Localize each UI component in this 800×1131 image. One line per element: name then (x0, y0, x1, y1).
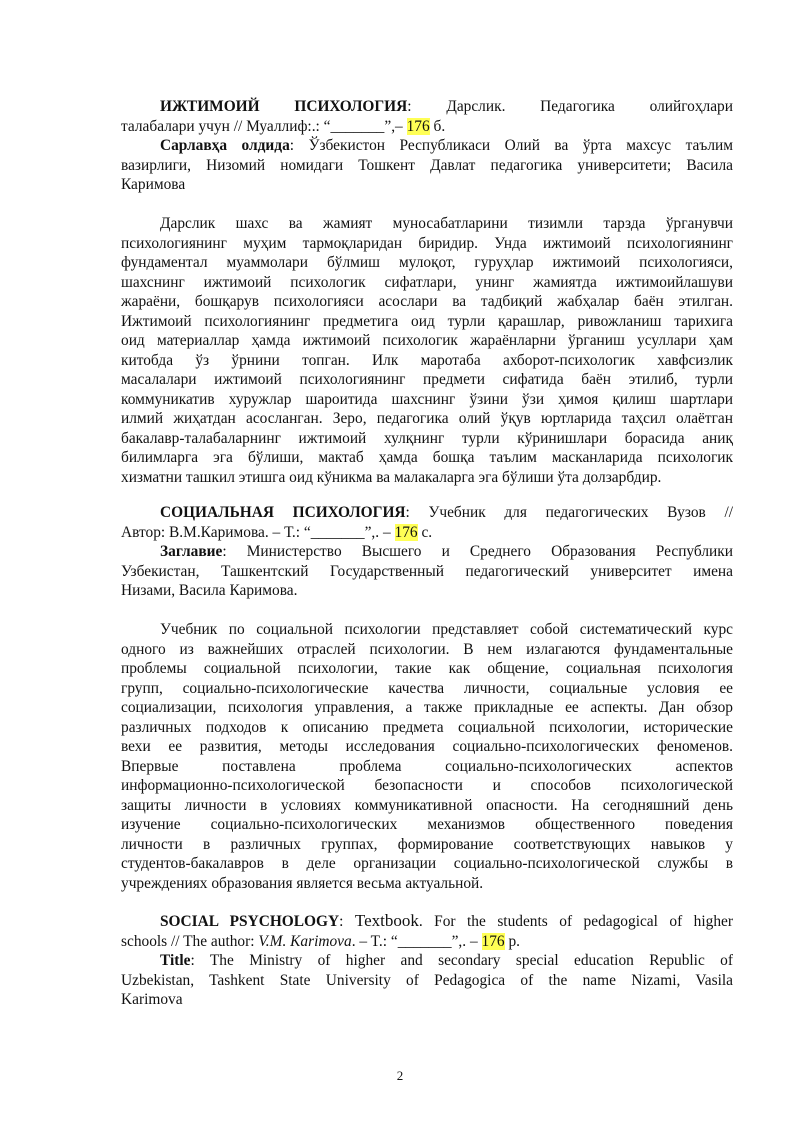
uz-abstract-line: бакалавр-талабаларнинг ижтимоий хулқнинг турли кўринишлари борасида аниқ (121, 429, 733, 447)
en-heading-label: Title (160, 952, 191, 969)
uz-abstract-line: масалалари ижтимоий психологиянинг предмети сифатида баён этилиб, турли (121, 371, 733, 388)
uz-heading-line: Сарлавҳа олдида: Ўзбекистон Республикаси Олий ва ўрта махсус таълим (160, 137, 733, 154)
en-publication-line: schools // The author: V.M. Karimova. – T.: “_______”,. – 176 p. (121, 932, 520, 950)
uz-abstract-line: коммуникатив хуружлар шароитида шахснинг ўзини ўзи ҳимоя қилиш шартлари (121, 390, 733, 408)
uz-heading-line-2: вазирлиги, Низомий номидаги Тошкент Давлат педагогика университети; Васила (121, 156, 733, 174)
ru-abstract-line: Учебник по социальной психологии представляет собой систематический курс (160, 621, 733, 638)
ru-bibliography (121, 503, 733, 601)
ru-abstract-line: информационно-психологической безопасности и способов психологической (121, 777, 733, 794)
uz-bibliography (121, 97, 733, 195)
uz-abstract-line: жараёни, бошқарув психологияси асослари ва тадбиқий жабҳалар баён этилган. (121, 293, 733, 310)
ru-abstract-line: одного из важнейших отраслей психологии. В нем излагаются фундаментальные (121, 640, 733, 658)
uz-abstract-line: илмий жиҳатдан асосланган. Зеро, педагогика олий ўқув юртларида таҳсил олаётган (121, 410, 733, 427)
ru-heading-line-2: Узбекистан, Ташкентский Государственный педагогический университет имена (121, 562, 733, 580)
uz-abstract-line: билимларга эга бўлиши, мактаб ҳамда бошқа таълим масканларида психологик (121, 449, 733, 466)
uz-heading-label: Сарлавҳа олдида (160, 137, 290, 154)
en-book-title: SOCIAL PSYCHOLOGY (160, 913, 340, 930)
en-title-line: SOCIAL PSYCHOLOGY: Textbook. For the students of pedagogical of higher (160, 911, 734, 930)
en-page-count: 176 (481, 932, 505, 950)
page-number: 2 (396, 1068, 404, 1083)
ru-heading-label: Заглавие (160, 543, 223, 560)
ru-heading-line-3: Низами, Васила Каримова. (121, 582, 298, 599)
uz-title-line: ИЖТИМОИЙ ПСИХОЛОГИЯ: Дарслик. Педагогика олийгоҳлари (160, 98, 733, 115)
ru-abstract-line: проблемы социальной психологии, такие как общение, социальная психология (121, 660, 733, 677)
en-heading-line-3: Karimova (121, 991, 183, 1008)
ru-abstract-line: защиты личности в условиях коммуникативной опасности. На сегодняшний день (121, 796, 733, 814)
en-author: V.M. Karimova (258, 932, 352, 950)
ru-abstract-line: учреждениях образования является весьма актуальной. (121, 874, 484, 892)
ru-abstract-line: групп, социально-психологические качества личности, социальные условия ее (121, 679, 733, 697)
uz-book-title: ИЖТИМОИЙ ПСИХОЛОГИЯ (160, 98, 408, 115)
uz-abstract-line: Дарслик шахс ва жамият муносабатларини тизимли тарзда ўрганувчи (160, 215, 733, 232)
uz-abstract-line: китобда ўз ўрнини топган. Илк маротаба ахборот-психологик хавфсизлик (121, 351, 733, 369)
ru-abstract-line: изучение социально-психологических механизмов общественного поведения (121, 816, 733, 833)
ru-abstract-line: студентов-бакалавров в деле организации социально-психологической службы в (121, 855, 733, 872)
uz-abstract-line: фундаментал муаммолари бўлмиш мулоқот, гуруҳлар ижтимоий психологияси, (121, 254, 733, 271)
uz-abstract (121, 214, 733, 487)
ru-abstract-line: Впервые поставлена проблема социально-психологических аспектов (121, 757, 733, 775)
uz-publication-line: талабалари учун // Муаллиф:.: “_______”,– 176 б. (121, 117, 446, 135)
uz-abstract-line: оид материаллар ҳамда ижтимоий психологик жараёнларни ўрганиш усуллари ҳам (121, 332, 733, 349)
ru-abstract-line: личности в различных группах, формирование соответствующих навыков у (121, 835, 733, 853)
en-heading-line-2: Uzbekistan, Tashkent State University of Pedagogica of the name Nizami, Vasila (121, 971, 733, 989)
en-heading-line: Title: The Ministry of higher and secondary special education Republic of (160, 952, 733, 969)
uz-heading-line-3: Каримова (121, 176, 186, 193)
ru-abstract-line: вехи ее развития, методы исследования социально-психологических феноменов. (121, 738, 733, 755)
uz-abstract-line: психологиянинг муҳим тармоқларидан биридир. Унда ижтимоий психологиянинг (121, 234, 733, 252)
uz-abstract-line: хизматни ташкил этишга оид кўникма ва малакаларга эга бўлиши ўта долзарбдир. (121, 468, 662, 486)
ru-title-line: СОЦИАЛЬНАЯ ПСИХОЛОГИЯ: Учебник для педагогических Вузов // (160, 504, 734, 521)
uz-abstract-line: шахснинг ижтимоий психологик сифатлари, унинг жамиятда ижтимоийлашуви (121, 273, 733, 291)
uz-abstract-line: Ижтимоий психологиянинг предметига оид турли қарашлар, ривожланиш тарихига (121, 312, 733, 330)
ru-book-title: СОЦИАЛЬНАЯ ПСИХОЛОГИЯ (160, 504, 406, 521)
en-bibliography (121, 911, 733, 1010)
uz-page-count: 176 (406, 117, 430, 135)
ru-abstract-line: различных подходов к описанию предмета социальной психологии, исторические (121, 718, 733, 736)
ru-publication-line: Автор: В.М.Каримова. – Т.: “_______”,. – 176 с. (121, 523, 433, 541)
ru-abstract-line: социализации, психология управления, а также прикладные ее аспекты. Дан обзор (121, 699, 733, 716)
ru-heading-line: Заглавие: Министерство Высшего и Среднего Образования Республики (160, 543, 733, 560)
ru-abstract (121, 620, 733, 893)
ru-page-count: 176 (394, 523, 418, 541)
